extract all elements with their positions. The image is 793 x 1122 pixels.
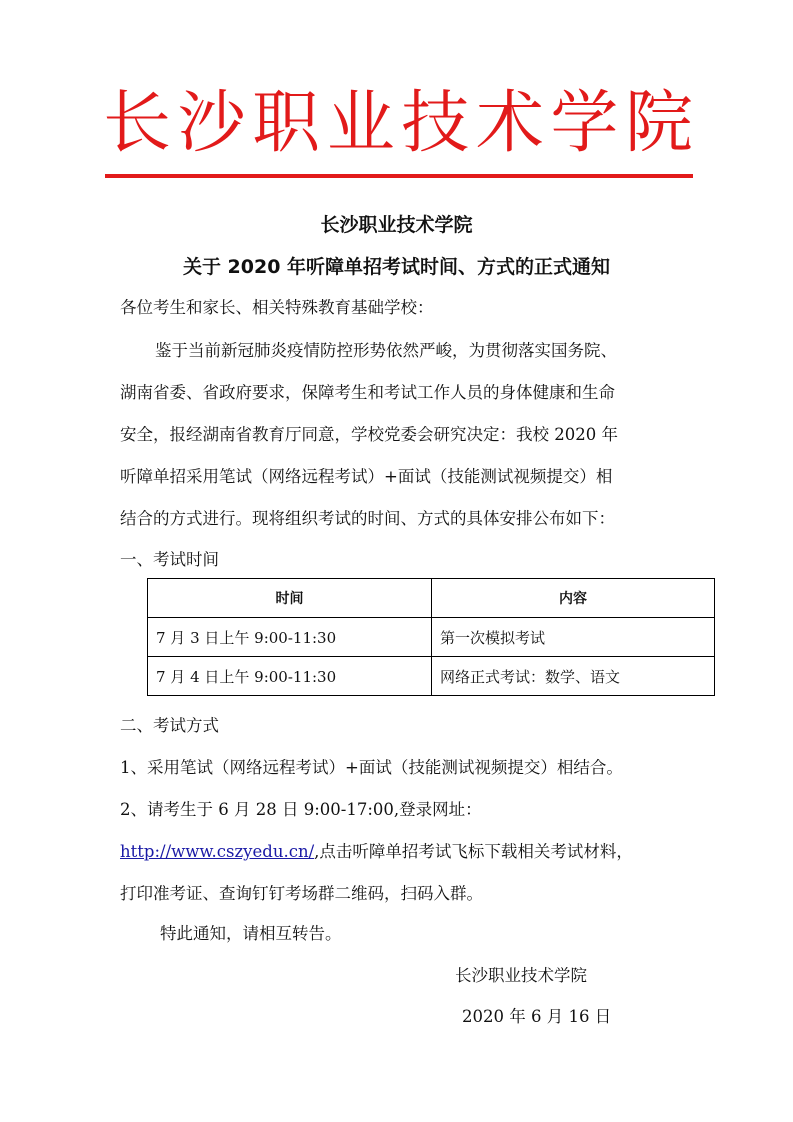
table-header-row xyxy=(148,579,715,618)
letterhead-char: 术 xyxy=(475,84,544,163)
method-item-2-continued: 打印准考证、查询钉钉考场群二维码，扫码入群。 xyxy=(120,884,483,903)
table-row xyxy=(148,657,715,696)
registration-link[interactable]: http://www.cszyedu.cn/ xyxy=(120,842,315,861)
table-cell-time: 7 月 4 日上午 9:00-11:30 xyxy=(148,657,432,696)
salutation: 各位考生和家长、相关特殊教育基础学校： xyxy=(120,298,434,317)
method-item-2-link-line xyxy=(120,838,633,862)
letterhead-char: 职 xyxy=(252,84,321,163)
letterhead-char: 技 xyxy=(401,84,470,163)
method-item-2: 2、请考生于 6 月 28 日 9:00-17:00,登录网址： xyxy=(120,800,482,819)
closing-remark: 特此通知，请相互转告。 xyxy=(160,924,342,943)
body-paragraph-line: 鉴于当前新冠肺炎疫情防控形势依然严峻，为贯彻落实国务院、 xyxy=(155,341,617,360)
letterhead-char: 院 xyxy=(624,84,693,163)
letterhead-char: 业 xyxy=(326,84,395,163)
body-paragraph-line: 结合的方式进行。现将组织考试的时间、方式的具体安排公布如下： xyxy=(120,509,615,528)
body-paragraph-line: 湖南省委、省政府要求，保障考生和考试工作人员的身体健康和生命 xyxy=(120,383,615,402)
table-cell-time: 7 月 3 日上午 9:00-11:30 xyxy=(148,618,432,657)
link-suffix-text: ,点击听障单招考试飞标下载相关考试材料， xyxy=(314,842,633,861)
document-title-line2: 关于 2020 年听障单招考试时间、方式的正式通知 xyxy=(182,256,611,278)
table-row xyxy=(148,618,715,657)
body-paragraph-line: 听障单招采用笔试（网络远程考试）+面试（技能测试视频提交）相 xyxy=(120,467,613,486)
letterhead-char: 长 xyxy=(103,84,172,163)
letterhead xyxy=(103,78,693,170)
section-heading-exam-method: 二、考试方式 xyxy=(120,716,219,735)
table-cell-content: 网络正式考试：数学、语文 xyxy=(432,657,715,696)
body-paragraph-line: 安全，报经湖南省教育厅同意，学校党委会研究决定：我校 2020 年 xyxy=(120,425,618,444)
signature: 长沙职业技术学院 xyxy=(455,966,587,985)
table-cell-content: 第一次模拟考试 xyxy=(432,618,715,657)
section-heading-exam-time: 一、考试时间 xyxy=(120,550,219,569)
letterhead-char: 学 xyxy=(550,84,619,163)
exam-schedule-table xyxy=(147,578,715,696)
issue-date: 2020 年 6 月 16 日 xyxy=(462,1007,612,1026)
table-header-time: 时间 xyxy=(148,579,432,618)
document-title-line1: 长沙职业技术学院 xyxy=(320,214,473,236)
letterhead-char: 沙 xyxy=(177,84,246,163)
method-item-1: 1、采用笔试（网络远程考试）+面试（技能测试视频提交）相结合。 xyxy=(120,758,623,777)
letterhead-divider xyxy=(105,174,693,178)
table-header-content: 内容 xyxy=(432,579,715,618)
